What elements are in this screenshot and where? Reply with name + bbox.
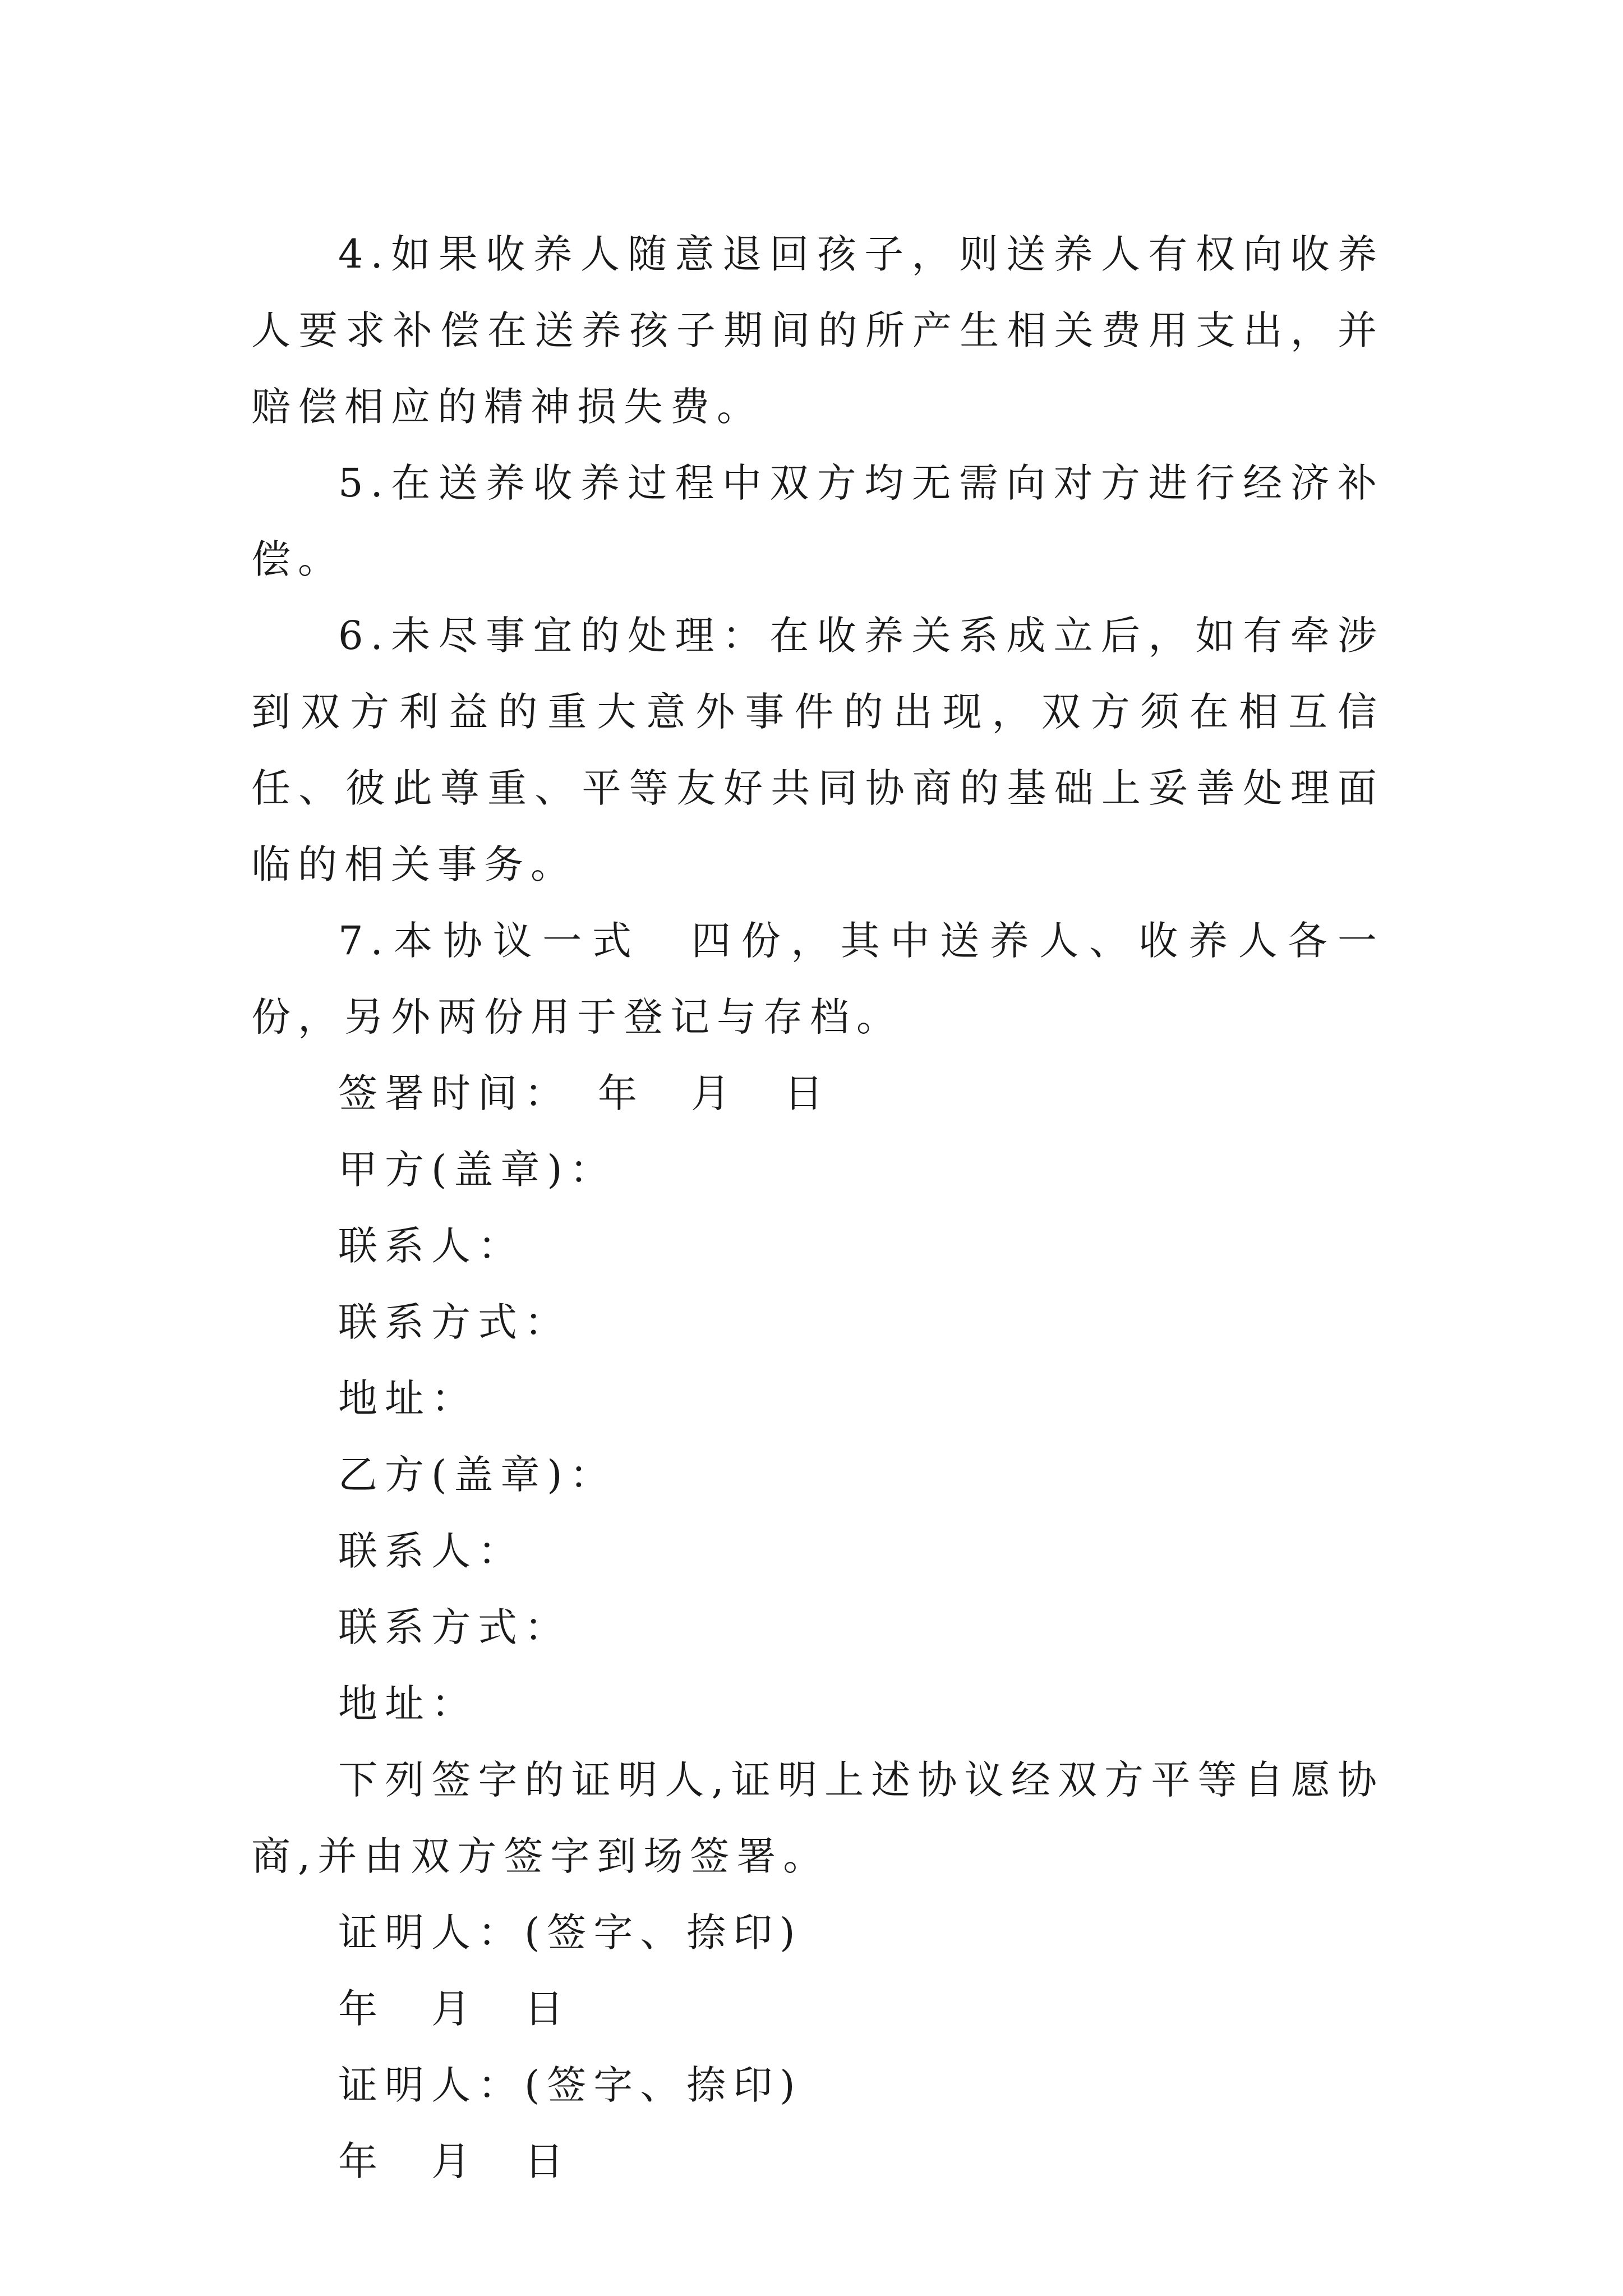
signing-date: 签署时间： 年 月 日: [338, 1070, 831, 1116]
party-a-contact-person: 联系人：: [338, 1223, 524, 1269]
clause-4: 4.如果收养人随意退回孩子，则送养人有权向收养人要求补偿在送养孩子期间的所产生相关费用支出，并赔偿相应的精神损失费。: [251, 231, 1384, 430]
party-a-contact-method: 联系方式：: [338, 1299, 571, 1345]
party-a-label: 甲方(盖章)：: [338, 1147, 616, 1193]
party-b-label: 乙方(盖章)：: [338, 1452, 616, 1498]
clause-5: 5.在送养收养过程中双方均无需向对方进行经济补偿。: [251, 460, 1384, 582]
clause-6: 6.未尽事宜的处理：在收养关系成立后，如有牵涉到双方利益的重大意外事件的出现，双方须在相互信任、彼此尊重、平等友好共同协商的基础上妥善处理面临的相关事务。: [251, 613, 1384, 887]
clause-7: 7.本协议一式 四份，其中送养人、收养人各一份，另外两份用于登记与存档。: [251, 918, 1384, 1040]
witness-1-date: 年 月 日: [338, 1986, 571, 2032]
party-b-address: 地址：: [338, 1681, 478, 1727]
witness-1-label: 证明人：(签字、捺印): [338, 1910, 803, 1955]
witness-2-label: 证明人：(签字、捺印): [338, 2062, 803, 2108]
party-a-address: 地址：: [338, 1375, 478, 1421]
document-body: [251, 216, 1384, 2200]
witness-2-date: 年 月 日: [338, 2138, 571, 2184]
witness-statement: 下列签字的证明人,证明上述协议经双方平等自愿协商,并由双方签字到场签署。: [251, 1757, 1384, 1879]
party-b-contact-method: 联系方式：: [338, 1604, 571, 1650]
party-b-contact-person: 联系人：: [338, 1528, 524, 1574]
